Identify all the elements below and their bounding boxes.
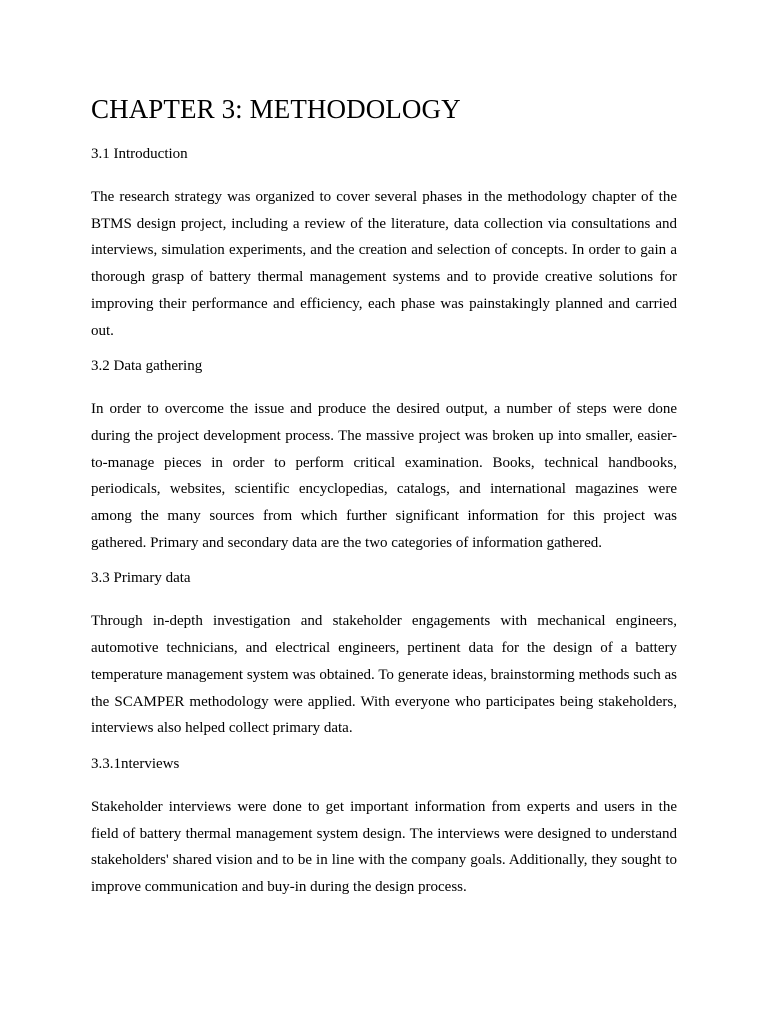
section-heading: 3.3 Primary data: [91, 570, 191, 587]
section-primary-data: [91, 568, 677, 742]
section-paragraph: Stakeholder interviews were done to get important information from experts and users in the field of battery thermal management system design. The interviews were designed to understand stakeholders' shared vision and to be in line with the company goals. Additionally, they sought to improve communication and buy-in during the design process.: [91, 798, 677, 896]
section-introduction: [91, 144, 677, 344]
section-paragraph: Through in-depth investigation and stakeholder engagements with mechanical engineers, automotive technicians, and electrical engineers, pertinent data for the design of a battery temperature management system was obtained. To generate ideas, brainstorming methods such as the SCAMPER methodology were applied. With everyone who participates being stakeholders, interviews also helped collect primary data.: [91, 613, 677, 737]
section-interviews: [91, 754, 677, 901]
section-paragraph: In order to overcome the issue and produce the desired output, a number of steps were done during the project development process. The massive project was broken up into smaller, easier-to-manage pieces in order to perform critical examination. Books, technical handbooks, periodicals, websites, scientific encyclopedias, catalogs, and international magazines were among the many sources from which further significant information for this project was gathered. Primary and secondary data are the two categories of information gathered.: [91, 401, 677, 551]
section-heading: 3.3.1nterviews: [91, 755, 180, 772]
chapter-title: CHAPTER 3: METHODOLOGY: [91, 94, 461, 124]
document-page: [91, 92, 677, 913]
section-data-gathering: [91, 356, 677, 556]
section-paragraph: The research strategy was organized to cover several phases in the methodology chapter of the BTMS design project, including a review of the literature, data collection via consultations and interviews, simulation experiments, and the creation and selection of concepts. In order to gain a thorough grasp of battery thermal management systems and to provide creative solutions for improving their performance and efficiency, each phase was painstakingly planned and carried out.: [91, 189, 677, 339]
section-heading: 3.1 Introduction: [91, 146, 188, 162]
section-heading: 3.2 Data gathering: [91, 358, 203, 375]
